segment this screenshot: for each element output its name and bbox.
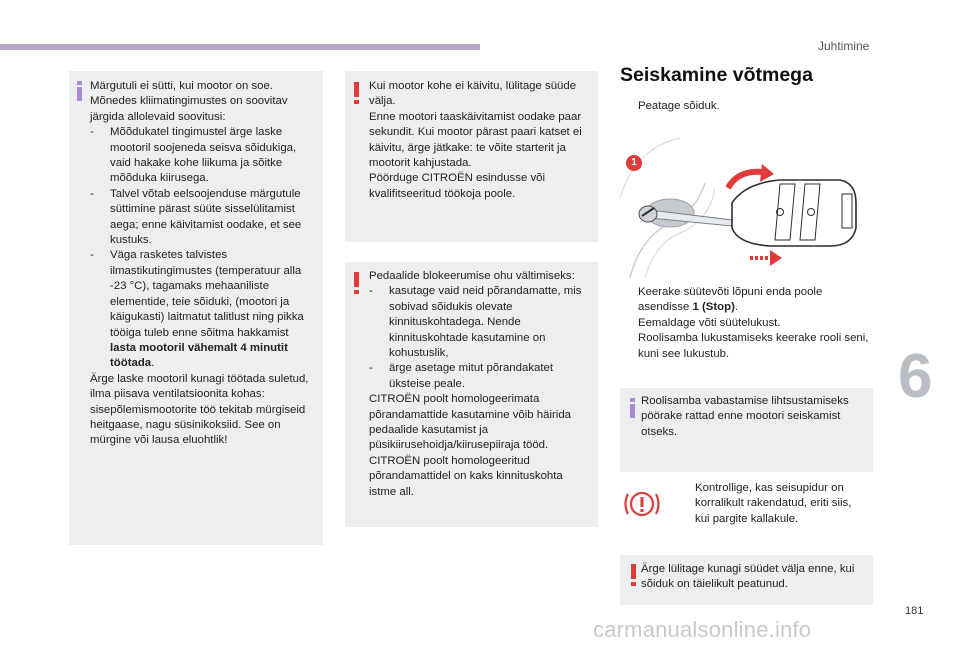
parking-brake-box	[620, 473, 873, 543]
warning-icon	[631, 564, 636, 579]
list-item: - Väga rasketes talvistes ilmastikutingimustes (temperatuur alla -23 °C), tagamaks mehaaniliste elementide, teie sõiduki, (mootori ja käigukasti) laitmatut talitlust ning pikka tööiga tuleb enne sõitma hakkamist lasta mootoril vähemalt 4 minutit töötada.	[90, 249, 304, 370]
step-remove-key: Eemaldage võti süütelukust.	[620, 316, 870, 331]
checkbox-bullet-icon	[620, 331, 638, 362]
ventilation-warning-text: Ärge laske mootoril kunagi töötada suletud, ilma piisava ventilatsioonita kohas: sisepõlemismootorite töö tekitab mürgiseid heitgaase, nagu süsinikoksiid. See on mürgine või lausa eluohtlik!	[90, 372, 309, 447]
step-lock-steering: Roolisamba lukustamiseks keerake rooli seni, kuni see lukustub.	[620, 331, 870, 362]
ignition-warning-text: Ärge lülitage kunagi süüdet välja enne, kui sõiduk on täielikult peatunud.	[641, 563, 855, 591]
page-number: 181	[905, 605, 924, 617]
illustration-callout-1: 1	[626, 155, 642, 171]
section-title: Juhtimine	[818, 39, 870, 53]
steering-info-box	[620, 388, 873, 472]
checkbox-bullet-icon	[620, 99, 638, 114]
cold-engine-info-box	[69, 71, 323, 545]
checkbox-bullet-icon	[677, 481, 695, 527]
list-item: - Talvel võtab eelsoojenduse märgutule süttimine pärast süüte sisselülitamist aega; enne käivitamist oodake, et see kustuks.	[90, 187, 302, 247]
engine-start-warning-box	[345, 71, 598, 242]
chapter-number: 6	[898, 342, 933, 411]
engine-start-warning-text: Kui mootor kohe ei käivitu, lülitage süüde välja. Enne mootori taaskäivitamist oodake paar sekundit. Kui mootor pärast paari katset ei käivitu, ärge jätkake: te võite starterit ja mootorit kahjustada. Pöörduge CITROËN esindusse või kvalifitseeritud töökoja poole.	[369, 80, 582, 200]
parking-brake-item: Kontrollige, kas seisupidur on korralikult rakendatud, eriti siis, kui pargite kallakule.	[677, 481, 869, 527]
ignition-warning-box	[620, 555, 873, 605]
floor-mat-intro: Pedaalide blokeerumise ohu vältimiseks:	[369, 270, 575, 282]
list-item: - kasutage vaid neid põrandamatte, mis sobivad sõidukis olevate kinnituskohtadega. Nende kinnituskohtade kasutamine on kohustuslik,	[369, 285, 582, 360]
floor-mat-warning-box	[345, 262, 598, 527]
page-title: Seiskamine võtmega	[620, 64, 813, 86]
list-item: - Mõõdukatel tingimustel ärge laske mootoril soojeneda seisva sõidukiga, vaid hakake kohe liikuma ja sõitke mõõduka kiirusega.	[90, 126, 297, 185]
info-icon	[77, 87, 82, 101]
info-icon	[630, 404, 635, 418]
steering-info-text: Roolisamba vabastamise lihtsustamiseks pöörake rattad enne mootori seiskamist otseks.	[641, 395, 849, 438]
warning-icon	[354, 272, 359, 287]
parking-brake-icon	[620, 487, 664, 521]
list-item: - ärge asetage mitut põrandakatet üksteise peale.	[369, 362, 554, 390]
step-stop-vehicle: Peatage sõiduk.	[620, 99, 870, 114]
checkbox-bullet-icon	[620, 285, 638, 316]
header-accent-bar	[0, 44, 480, 50]
warning-icon	[354, 82, 359, 97]
cold-engine-intro: Märgutuli ei sütti, kui mootor on soe. Mõnedes kliimatingimustes on soovitav järgida allolevaid soovitusi:	[90, 80, 288, 123]
floor-mat-outro: CITROËN poolt homologeerimata põrandamattide kasutamine võib häirida pedaalide kasutamist ja püsikiirusehoidja/kiirusepiiraja tööd. CITROËN poolt homologeeritud põrandamattidel on kaks kinnituskohta istme all.	[369, 393, 571, 498]
checkbox-bullet-icon	[620, 316, 638, 331]
watermark: carmanualsonline.info	[593, 617, 812, 642]
ignition-key-illustration	[620, 128, 866, 280]
step-turn-key: Keerake süütevõti lõpuni enda poole asendisse 1 (Stop).	[620, 285, 870, 316]
